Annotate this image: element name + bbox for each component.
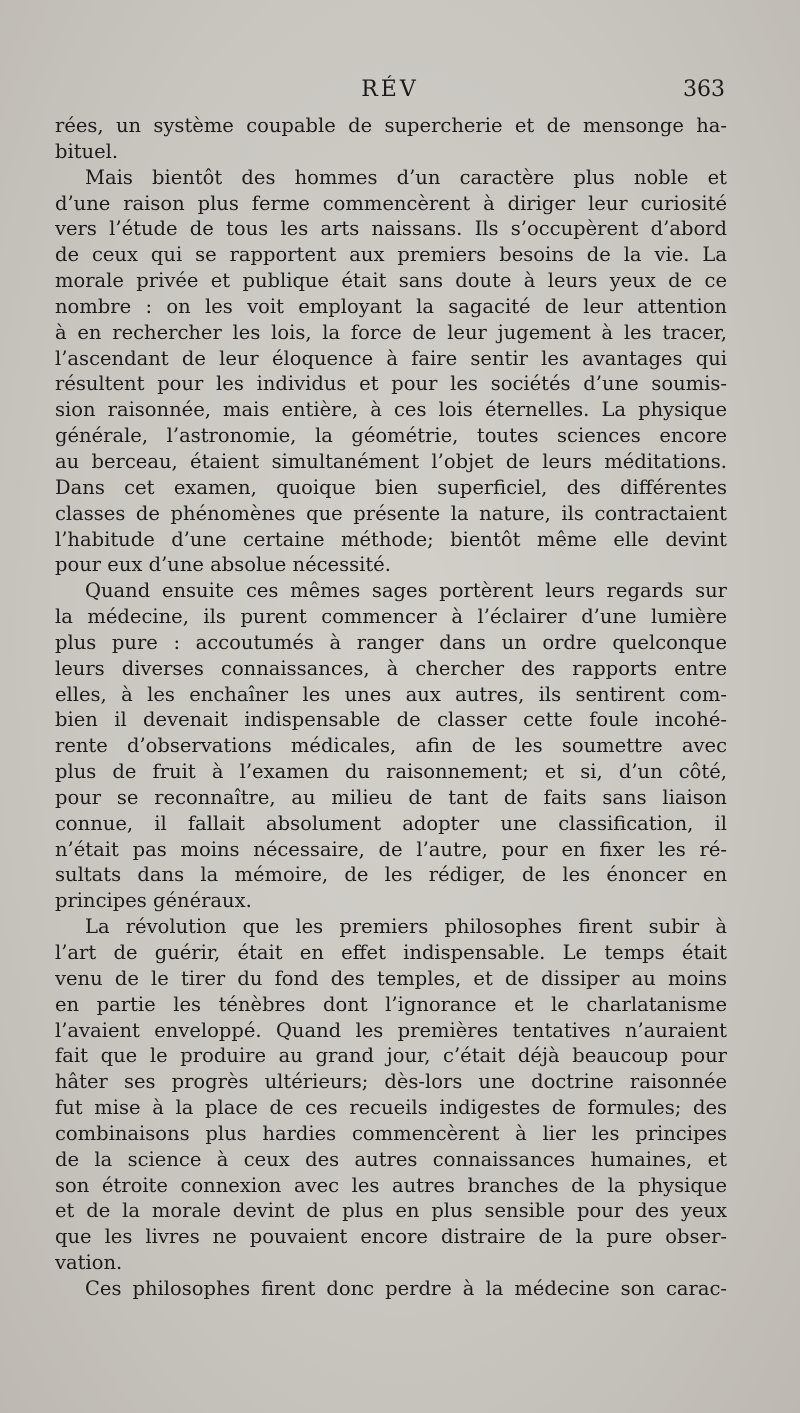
text-line: fut mise à la place de ces recueils indigestes de formules; des: [55, 1096, 727, 1120]
text-line: La révolution que les premiers philosophes firent subir à: [85, 915, 727, 939]
text-line: nombre : on les voit employant la sagacité de leur attention: [55, 294, 727, 318]
text-line: rées, un système coupable de supercherie et de mensonge ha-: [55, 114, 727, 137]
text-line: leurs diverses connaissances, à chercher des rapports entre: [55, 656, 727, 680]
text-line: que les livres ne pouvaient encore distraire de la pure obser-: [55, 1225, 727, 1249]
text-line: l’avaient enveloppé. Quand les premières tentatives n’auraient: [55, 1018, 727, 1042]
text-line: pour se reconnaître, au milieu de tant de faits sans liaison: [55, 785, 727, 809]
text-line: bien il devenait indispensable de classer cette foule incohé-: [55, 708, 727, 732]
text-line: l’ascendant de leur éloquence à faire sentir les avantages qui: [55, 346, 727, 370]
text-line: fait que le produire au grand jour, c’était déjà beaucoup pour: [55, 1044, 727, 1068]
text-line: n’était pas moins nécessaire, de l’autre, pour en fixer les ré-: [55, 837, 727, 861]
text-line: Ces philosophes firent donc perdre à la médecine son carac-: [85, 1276, 727, 1300]
text-line: de ceux qui se rapportent aux premiers besoins de la vie. La: [55, 243, 727, 267]
text-line: pour eux d’une absolue nécessité.: [55, 553, 391, 577]
text-line: classes de phénomènes que présente la nature, ils contractaient: [55, 501, 727, 525]
text-line: combinaisons plus hardies commencèrent à lier les principes: [55, 1121, 727, 1145]
text-line: à en rechercher les lois, la force de leur jugement à les tracer,: [55, 320, 727, 344]
text-line: de la science à ceux des autres connaissances humaines, et: [55, 1147, 727, 1171]
running-title: RÉV: [361, 77, 419, 102]
text-line: plus de fruit à l’examen du raisonnement; et si, d’un côté,: [55, 760, 727, 784]
text-line: d’une raison plus ferme commencèrent à diriger leur curiosité: [55, 191, 727, 215]
page-number: 363: [683, 77, 725, 102]
text-line: l’art de guérir, était en effet indispensable. Le temps était: [55, 941, 727, 964]
text-line: générale, l’astronomie, la géométrie, toutes sciences encore: [55, 424, 727, 448]
text-line: rente d’observations médicales, afin de les soumettre avec: [55, 734, 727, 758]
text-line: connue, il fallait absolument adopter une classification, il: [55, 811, 727, 835]
text-line: Mais bientôt des hommes d’un caractère plus noble et: [85, 165, 727, 189]
text-line: la médecine, ils purent commencer à l’éclairer d’une lumière: [55, 605, 727, 629]
text-line: au berceau, étaient simultanément l’objet de leurs méditations.: [55, 449, 727, 473]
page-header: [55, 77, 725, 107]
text-line: elles, à les enchaîner les unes aux autres, ils sentirent com-: [55, 682, 727, 706]
body-text: [55, 113, 727, 1302]
text-line: et de la morale devint de plus en plus sensible pour des yeux: [55, 1199, 727, 1223]
text-line: vers l’étude de tous les arts naissans. Ils s’occupèrent d’abord: [55, 217, 727, 241]
text-line: vation.: [55, 1251, 123, 1275]
text-line: Quand ensuite ces mêmes sages portèrent leurs regards sur: [85, 579, 727, 603]
text-line: venu de le tirer du fond des temples, et de dissiper au moins: [55, 966, 727, 990]
text-line: morale privée et publique était sans doute à leurs yeux de ce: [55, 269, 727, 293]
text-line: Dans cet examen, quoique bien superficiel, des différentes: [55, 475, 727, 499]
text-line: sion raisonnée, mais entière, à ces lois éternelles. La physique: [55, 398, 727, 422]
text-line: l’habitude d’une certaine méthode; bientôt même elle devint: [55, 527, 727, 551]
text-line: plus pure : accoutumés à ranger dans un ordre quelconque: [55, 630, 727, 654]
text-line: résultent pour les individus et pour les sociétés d’une soumis-: [55, 372, 727, 396]
text-line: en partie les ténèbres dont l’ignorance et le charlatanisme: [55, 992, 727, 1016]
text-line: bituel.: [55, 139, 119, 163]
text-line: son étroite connexion avec les autres branches de la physique: [55, 1173, 727, 1197]
text-line: principes généraux.: [55, 889, 252, 913]
text-line: hâter ses progrès ultérieurs; dès-lors une doctrine raisonnée: [55, 1070, 727, 1094]
text-line: sultats dans la mémoire, de les rédiger, de les énoncer en: [55, 863, 727, 887]
